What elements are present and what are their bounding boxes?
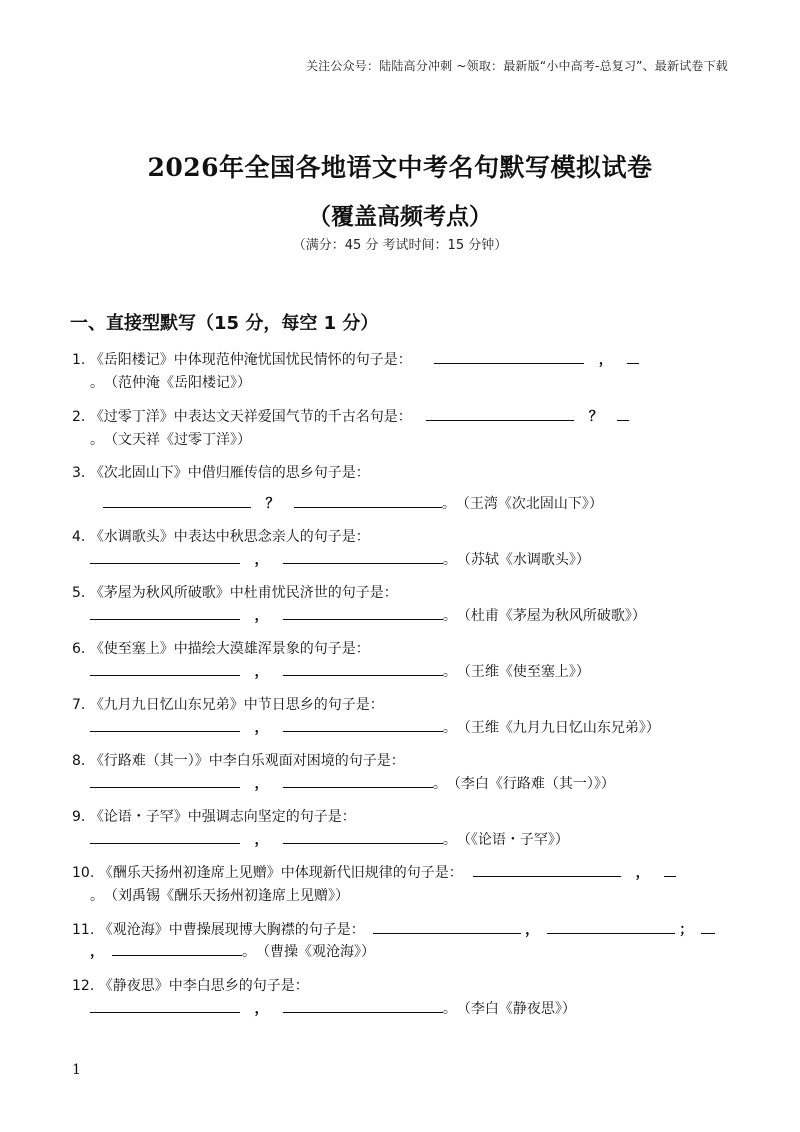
question-source: （苏轼《水调歌头》） xyxy=(456,552,590,568)
question-prompt: 《观沧海》中曹操展现博大胸襟的句子是： xyxy=(98,922,365,938)
question-punct: ， xyxy=(525,922,540,938)
question-source: （李白《行路难（其一）》） xyxy=(446,776,615,792)
question-11-line-2 xyxy=(90,942,375,962)
answer-blank[interactable] xyxy=(112,942,242,956)
answer-blank[interactable] xyxy=(283,718,443,732)
answer-blank[interactable] xyxy=(426,407,574,421)
question-number: 11. xyxy=(72,922,95,938)
question-end: 。 xyxy=(90,888,104,904)
question-source: （王湾《次北固山下》） xyxy=(455,496,603,512)
question-prompt: 《论语・子罕》中强调志向坚定的句子是： xyxy=(89,809,356,825)
question-8-line-2 xyxy=(90,774,615,794)
answer-blank[interactable] xyxy=(283,830,443,844)
question-number: 10. xyxy=(72,865,95,881)
question-end: 。 xyxy=(442,832,457,848)
question-punct: ， xyxy=(254,1001,269,1017)
question-source: （曹操《观沧海》） xyxy=(256,944,375,960)
question-5-line-1 xyxy=(72,583,398,603)
question-prompt: 《岳阳楼记》中体现范仲淹忧国忧民情怀的句子是： xyxy=(89,352,412,368)
question-end: 。 xyxy=(442,552,457,568)
question-source: （文天祥《过零丁洋》） xyxy=(104,432,251,448)
question-source: （《论语・子罕》） xyxy=(456,832,569,848)
question-number: 9. xyxy=(72,809,86,825)
question-10-line-2 xyxy=(90,886,349,906)
header-note: 关注公众号：陆陆高分冲刺 ~领取：最新版“小中高考-总复习”、最新试卷下载 xyxy=(305,59,728,73)
question-source: （王维《九月九日忆山东兄弟》） xyxy=(456,720,660,736)
question-number: 1. xyxy=(72,352,86,368)
question-10-line-1 xyxy=(72,863,676,883)
answer-blank[interactable] xyxy=(283,550,443,564)
answer-blank[interactable] xyxy=(90,662,240,676)
answer-blank[interactable] xyxy=(283,774,433,788)
answer-blank[interactable] xyxy=(373,920,521,934)
question-punct: ， xyxy=(254,664,269,680)
answer-blank[interactable] xyxy=(617,407,629,421)
question-9-line-1 xyxy=(72,807,356,827)
question-punct: ， xyxy=(254,608,269,624)
answer-blank[interactable] xyxy=(103,494,251,508)
question-prompt: 《行路难（其一）》中李白乐观面对困境的句子是： xyxy=(89,753,405,769)
question-prompt: 《次北固山下》中借归雁传信的思乡句子是： xyxy=(89,465,370,481)
answer-blank[interactable] xyxy=(283,999,443,1013)
question-7-line-2 xyxy=(90,718,660,738)
question-end: 。 xyxy=(442,664,457,680)
question-number: 5. xyxy=(72,585,86,601)
question-source: （王维《使至塞上》） xyxy=(456,664,590,680)
question-punct: ， xyxy=(254,832,269,848)
answer-blank[interactable] xyxy=(664,863,676,877)
page-number: 1 xyxy=(72,1062,81,1078)
question-number: 2. xyxy=(72,409,86,425)
question-end: 。 xyxy=(242,944,256,960)
question-punct: ， xyxy=(254,776,269,792)
question-3-line-2 xyxy=(103,494,603,514)
question-end: 。 xyxy=(90,432,104,448)
question-prompt: 《茅屋为秋风所破歌》中杜甫忧民济世的句子是： xyxy=(89,585,398,601)
answer-blank[interactable] xyxy=(90,606,240,620)
question-number: 4. xyxy=(72,529,86,545)
question-12-line-1 xyxy=(72,976,309,996)
question-source: （杜甫《茅屋为秋风所破歌》） xyxy=(456,608,646,624)
question-end: 。 xyxy=(442,608,457,624)
question-5-line-2 xyxy=(90,606,646,626)
question-punct: ， xyxy=(635,865,650,881)
answer-blank[interactable] xyxy=(473,863,621,877)
answer-blank[interactable] xyxy=(547,920,675,934)
exam-info: （满分：45 分 考试时间：15 分钟） xyxy=(292,238,508,253)
answer-blank[interactable] xyxy=(90,830,240,844)
answer-blank[interactable] xyxy=(283,606,443,620)
question-end: 。 xyxy=(90,375,104,391)
question-2-line-2 xyxy=(90,430,251,450)
answer-blank[interactable] xyxy=(294,494,442,508)
question-source: （李白《静夜思》） xyxy=(456,1001,576,1017)
question-end: 。 xyxy=(442,720,457,736)
question-1-line-1 xyxy=(72,350,639,370)
question-punct: ？ xyxy=(588,409,603,425)
answer-blank[interactable] xyxy=(627,350,639,364)
question-1-line-2 xyxy=(90,373,251,393)
question-8-line-1 xyxy=(72,751,405,771)
question-9-line-2 xyxy=(90,830,569,850)
question-6-line-1 xyxy=(72,639,370,659)
question-prompt: 《九月九日忆山东兄弟》中节日思乡的句子是： xyxy=(89,697,384,713)
question-source: （刘禹锡《酬乐天扬州初逢席上见赠》） xyxy=(104,888,349,904)
question-3-line-1 xyxy=(72,463,370,483)
question-4-line-2 xyxy=(90,550,590,570)
question-punct: ， xyxy=(254,552,269,568)
answer-blank[interactable] xyxy=(434,350,584,364)
question-punct: ？ xyxy=(265,496,280,512)
question-number: 3. xyxy=(72,465,86,481)
answer-blank[interactable] xyxy=(90,718,240,732)
section-heading: 一、直接型默写（15 分，每空 1 分） xyxy=(70,313,379,334)
question-number: 6. xyxy=(72,641,86,657)
question-end: 。 xyxy=(442,1001,457,1017)
question-punct: ， xyxy=(90,944,104,960)
question-punct: ， xyxy=(598,352,613,368)
answer-blank[interactable] xyxy=(701,920,715,934)
question-source: （范仲淹《岳阳楼记》） xyxy=(104,375,251,391)
question-end: 。 xyxy=(441,496,456,512)
question-punct: ； xyxy=(679,922,694,938)
question-number: 7. xyxy=(72,697,86,713)
answer-blank[interactable] xyxy=(283,662,443,676)
question-11-line-1 xyxy=(72,920,715,940)
question-2-line-1 xyxy=(72,407,629,427)
question-7-line-1 xyxy=(72,695,384,715)
question-12-line-2 xyxy=(90,999,576,1019)
page-subtitle: （覆盖高频考点） xyxy=(308,203,492,230)
question-number: 8. xyxy=(72,753,86,769)
answer-blank[interactable] xyxy=(90,774,240,788)
question-prompt: 《静夜思》中李白思乡的句子是： xyxy=(98,978,309,994)
question-prompt: 《使至塞上》中描绘大漠雄浑景象的句子是： xyxy=(89,641,370,657)
question-prompt: 《水调歌头》中表达中秋思念亲人的句子是： xyxy=(89,529,370,545)
question-6-line-2 xyxy=(90,662,590,682)
question-end: 。 xyxy=(432,776,447,792)
question-number: 12. xyxy=(72,978,95,994)
question-4-line-1 xyxy=(72,527,370,547)
page-title: 2026年全国各地语文中考名句默写模拟试卷 xyxy=(147,153,653,182)
question-prompt: 《过零丁洋》中表达文天祥爱国气节的千古名句是： xyxy=(89,409,412,425)
question-punct: ， xyxy=(254,720,269,736)
answer-blank[interactable] xyxy=(90,550,240,564)
question-prompt: 《酬乐天扬州初逢席上见赠》中体现新代旧规律的句子是： xyxy=(98,865,463,881)
answer-blank[interactable] xyxy=(90,999,240,1013)
